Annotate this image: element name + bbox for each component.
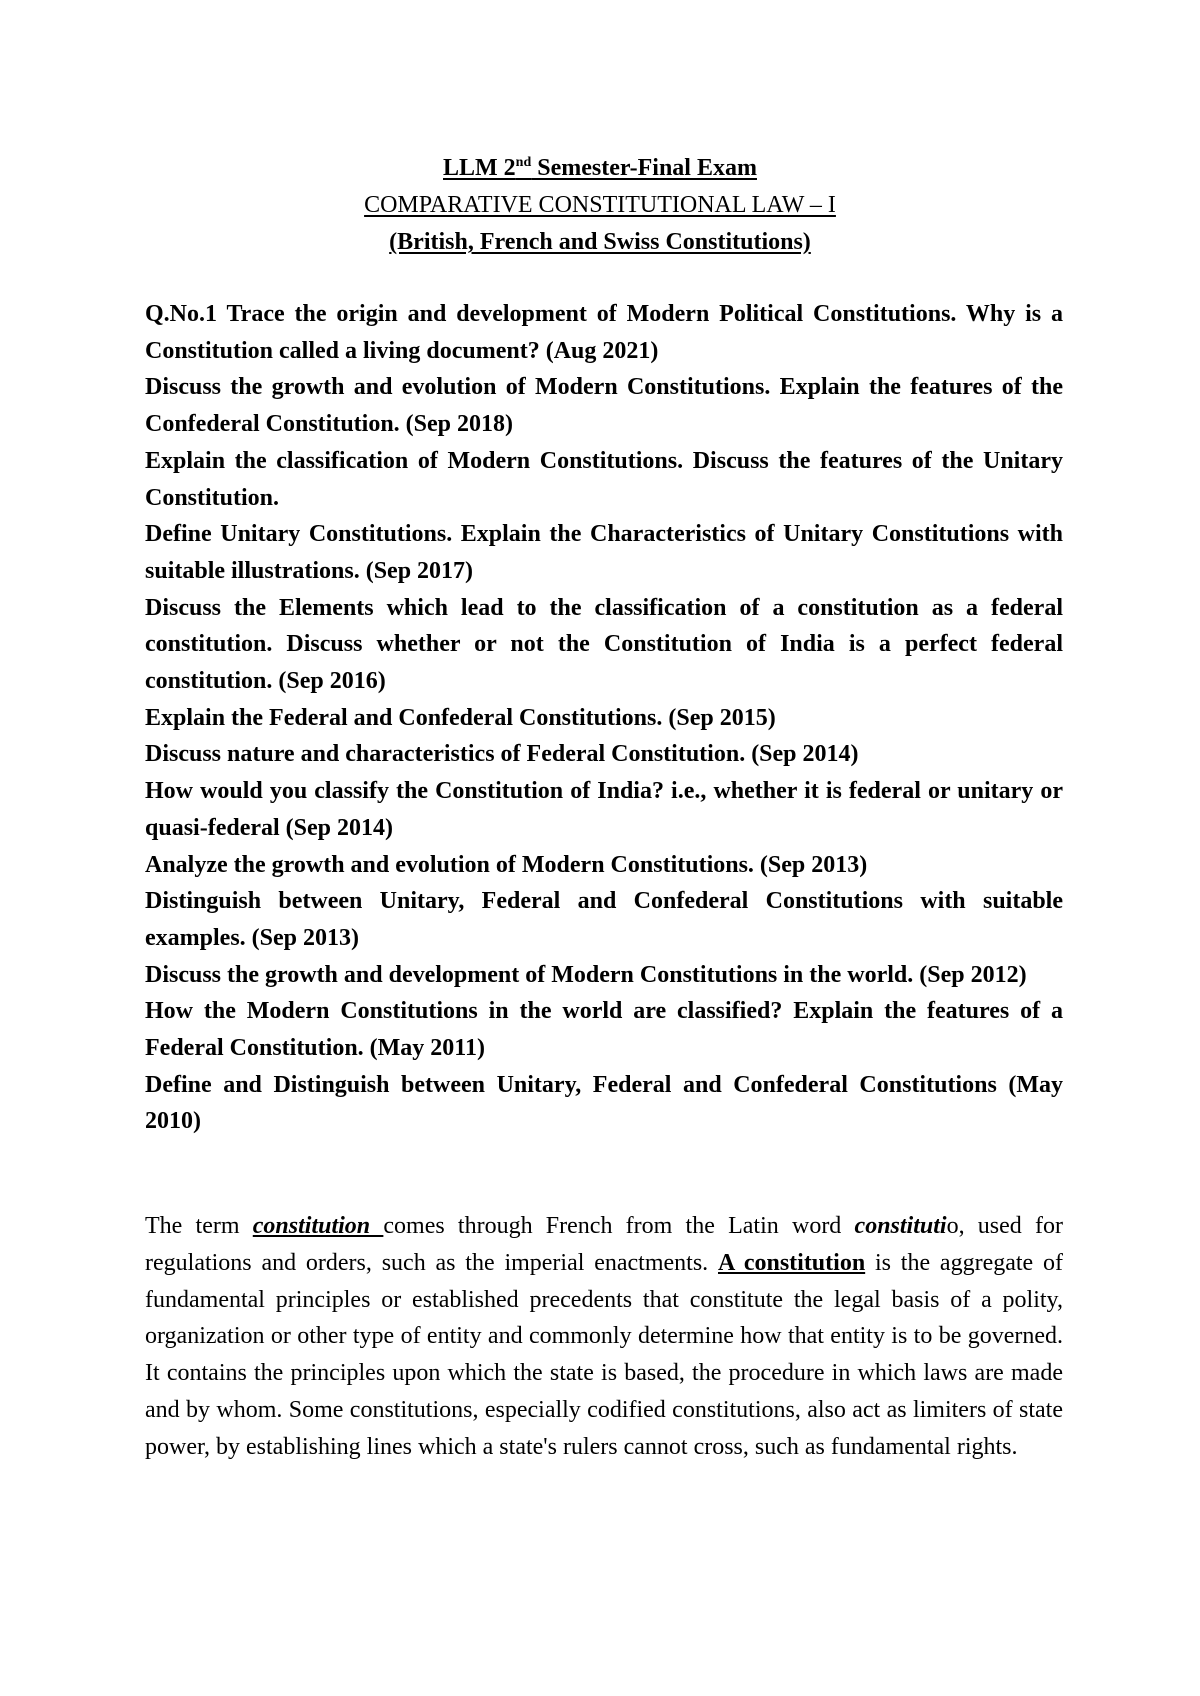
question-list — [145, 296, 1063, 1140]
question-item: Define and Distinguish between Unitary, Federal and Confederal Constitutions (May 2010) — [145, 1071, 1063, 1135]
question-item: Discuss the growth and development of Modern Constitutions in the world. (Sep 2012) — [145, 961, 1027, 988]
intro-text: is the aggregate of fundamental principles or established precedents that constitute the legal basis of a polity, organization or other type of entity and commonly determine how that entity is to be governed. It contains the principles upon which the state is based, the procedure in which laws are made and by whom. Some constitutions, especially codified constitutions, also act as limiters of state power, by establishing lines which a state's rulers cannot cross, such as fundamental rights. — [145, 1249, 1064, 1460]
exam-title-prefix: LLM 2 — [443, 155, 516, 181]
question-item: Explain the Federal and Confederal Constitutions. (Sep 2015) — [145, 704, 776, 731]
exam-title-suffix: Semester-Final Exam — [531, 155, 757, 181]
question-item: Q.No.1 Trace the origin and development of Modern Political Constitutions. Why is a Constitution called a living document? (Aug 2021) — [145, 301, 1063, 364]
question-item: Discuss the Elements which lead to the classification of a constitution as a federal constitution. Discuss whether or not the Constitution of India is a perfect federal constitution. (Sep 2016) — [145, 594, 1063, 695]
intro-text: comes through French from the Latin word — [383, 1213, 855, 1239]
intro-paragraph — [145, 1208, 1063, 1466]
intro-text: The term — [145, 1213, 253, 1239]
question-item: Discuss the growth and evolution of Modern Constitutions. Explain the features of the Confederal Constitution. (Sep 2018) — [145, 374, 1063, 438]
question-item: Distinguish between Unitary, Federal and Confederal Constitutions with suitable examples. (Sep 2013) — [145, 888, 1063, 951]
subject-subtitle: (British, French and Swiss Constitutions) — [389, 229, 811, 255]
question-item: How would you classify the Constitution of India? i.e., whether it is federal or unitary or quasi-federal (Sep 2014) — [145, 778, 1063, 841]
question-item: Discuss nature and characteristics of Federal Constitution. (Sep 2014) — [145, 741, 859, 768]
exam-title-ordinal: nd — [515, 155, 532, 170]
question-item: Analyze the growth and evolution of Modern Constitutions. (Sep 2013) — [145, 851, 868, 878]
question-item: How the Modern Constitutions in the world are classified? Explain the features of a Federal Constitution. (May 2011) — [145, 998, 1063, 1062]
term-constitutio-tail: o — [946, 1213, 959, 1239]
exam-title — [0, 150, 1200, 186]
question-item: Explain the classification of Modern Constitutions. Discuss the features of the Unitary Constitution. — [145, 447, 1063, 511]
term-a-constitution: A constitution — [718, 1249, 866, 1276]
question-item: Define Unitary Constitutions. Explain the Characteristics of Unitary Constitutions with suitable illustrations. (Sep 2017) — [145, 521, 1063, 584]
intro-text: , used for regulations and orders, such as the imperial enactments. — [145, 1213, 1064, 1276]
term-constitutio: constituti — [854, 1213, 947, 1239]
term-constitution: constitution — [252, 1213, 384, 1239]
subject-title: COMPARATIVE CONSTITUTIONAL LAW – I — [364, 192, 836, 218]
